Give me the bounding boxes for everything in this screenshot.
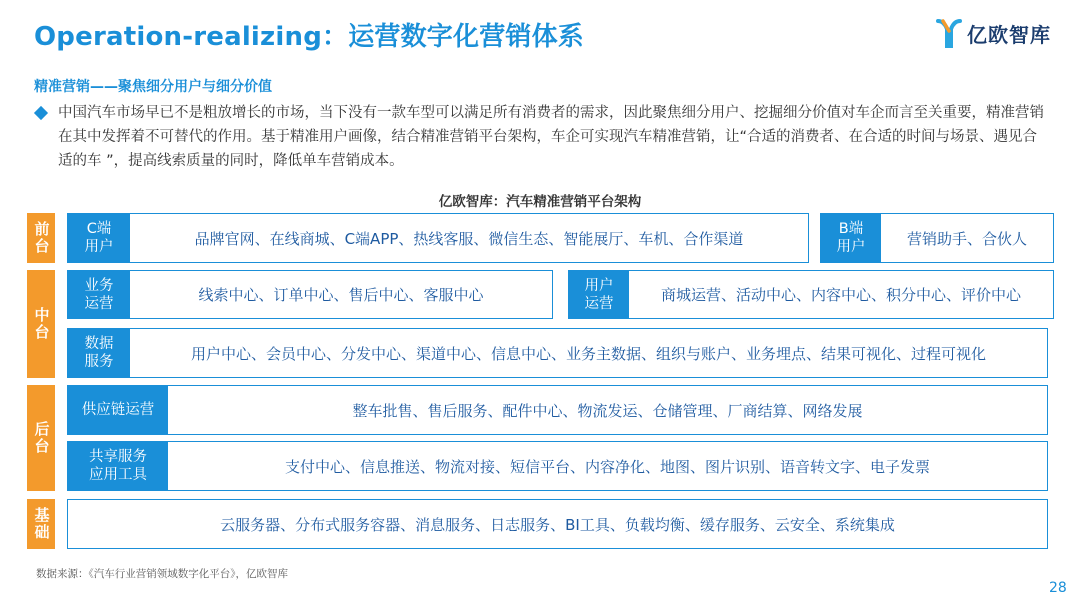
row-user-ops — [568, 270, 1054, 319]
data-source: 数据来源：《汽车行业营销领域数字化平台》，亿欧智库 — [36, 568, 288, 580]
layer-middle: 中台 — [27, 270, 55, 378]
row-label: 供应链运营 — [68, 386, 168, 434]
row-content: 支付中心、信息推送、物流对接、短信平台、内容净化、地图、图片识别、语音转文字、电子发票 — [284, 457, 930, 476]
row-label: 用户 运营 — [569, 271, 629, 318]
section-subtitle: 精准营销——聚焦细分用户与细分价值 — [34, 79, 272, 95]
row-label: 业务 运营 — [68, 271, 130, 318]
page-title: Operation-realizing：运营数字化营销体系 — [34, 22, 585, 52]
logo-text: 亿欧智库 — [967, 22, 1051, 47]
row-content: 云服务器、分布式服务容器、消息服务、日志服务、BI工具、负载均衡、缓存服务、云安全、系统集成 — [220, 515, 895, 534]
row-infrastructure — [67, 499, 1048, 549]
row-shared-tools — [67, 441, 1048, 491]
row-label: B端 用户 — [821, 214, 881, 262]
row-c-end-users — [67, 213, 809, 263]
yiou-logo-icon — [936, 18, 962, 48]
row-data-service — [67, 328, 1048, 378]
row-content: 线索中心、订单中心、售后中心、客服中心 — [198, 286, 484, 304]
row-supply-chain — [67, 385, 1048, 435]
row-content: 营销助手、合伙人 — [906, 229, 1027, 248]
layer-back: 后台 — [27, 385, 55, 491]
logo — [936, 16, 1051, 50]
diagram-title: 亿欧智库：汽车精准营销平台架构 — [438, 194, 642, 210]
row-content: 商城运营、活动中心、内容中心、积分中心、评价中心 — [660, 286, 1021, 304]
layer-base: 基础 — [27, 499, 55, 549]
row-business-ops — [67, 270, 553, 319]
row-label: 共享服务 应用工具 — [68, 442, 168, 490]
page-number: 28 — [1049, 580, 1067, 596]
row-label: C端 用户 — [68, 214, 130, 262]
diamond-bullet-icon — [34, 106, 48, 120]
row-content: 用户中心、会员中心、分发中心、渠道中心、信息中心、业务主数据、组织与账户、业务埋点、结果可视化、过程可视化 — [190, 344, 986, 363]
row-label: 数据 服务 — [68, 329, 130, 377]
row-b-end-users — [820, 213, 1054, 263]
row-content: 品牌官网、在线商城、C端APP、热线客服、微信生态、智能展厅、车机、合作渠道 — [194, 229, 744, 248]
layer-front: 前台 — [27, 213, 55, 263]
row-content: 整车批售、售后服务、配件中心、物流发运、仓储管理、厂商结算、网络发展 — [352, 401, 863, 420]
intro-paragraph: 中国汽车市场早已不是粗放增长的市场，当下没有一款车型可以满足所有消费者的需求，因此聚焦细分用户、挖掘细分价值对车企而言至关重要，精准营销在其中发挥着不可替代的作用。基于精准用户画像，结合精准营销平台架构，车企可实现汽车精准营销，让“合适的消费者、在合适的时间与场景、遇见合适的车 ”，提高线索质量的同时，降低单车营销成本。 — [58, 105, 1044, 169]
